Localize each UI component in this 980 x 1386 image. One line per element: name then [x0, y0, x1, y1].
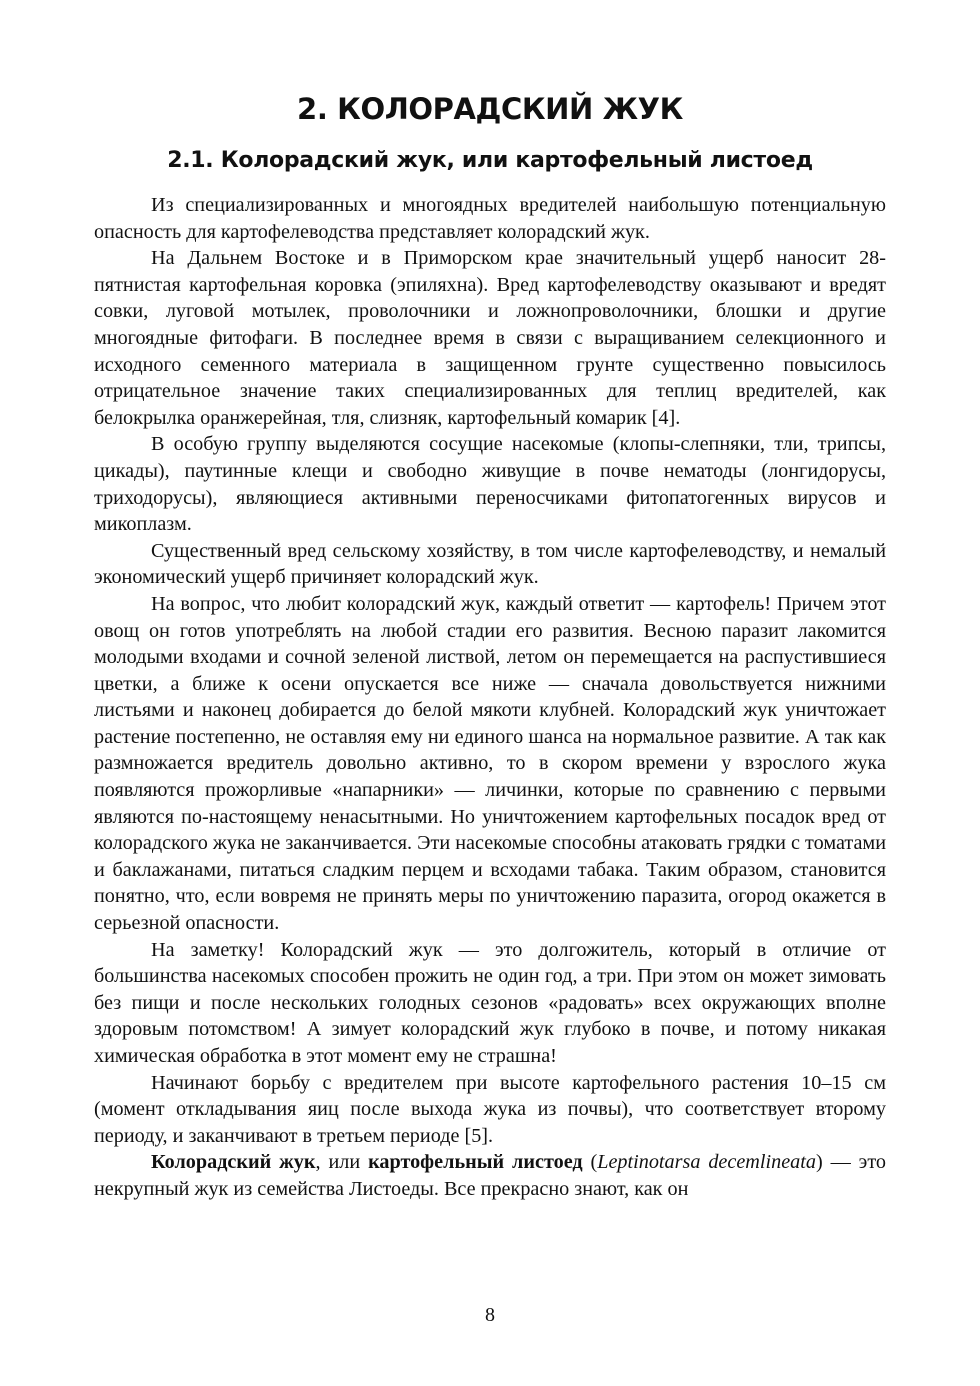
section-title: 2.1. Колорадский жук, или картофельный листоед — [167, 148, 813, 173]
paragraph-final — [94, 1149, 886, 1202]
text-run: ) — это некрупный жук из семейства Листоеды. Все прекрасно знают, как он — [94, 1151, 886, 1200]
latin-name: Leptinotarsa decemlineata — [597, 1151, 816, 1174]
paragraph: Из специализированных и многоядных вредителей наибольшую потенциальную опасность для картофелеводства представляет колорадский жук. — [94, 194, 886, 243]
text-run: ( — [582, 1151, 598, 1174]
chapter-title: 2. КОЛОРАДСКИЙ ЖУК — [297, 92, 683, 126]
bold-term: Колорадский жук — [151, 1151, 316, 1174]
body-text — [94, 192, 886, 1203]
paragraph: На вопрос, что любит колорадский жук, каждый ответит — картофель! Причем этот овощ он готов употреблять на любой стадии его развития. Весною паразит лакомится молодыми входами и сочной зеленой листвой, летом он перемещается на распустившиеся цветки, а ближе к осени опускается все ниже — сначала довольствуется нижними листьями и наконец добирается до белой мякоти клубней. Колорадский жук уничтожает растение постепенно, не оставляя ему ни единого шанса на нормальное развитие. А так как размножается вредитель довольно активно, то в скором времени у взрослого жука появляются прожорливые «напарники» — личинки, которые по сравнению с первыми являются по-настоящему ненасытными. Но уничтожением картофельных посадок вред от колорадского жука не заканчивается. Эти насекомые способны атаковать грядки с томатами и баклажанами, питаться сладким перцем и всходами табака. Таким образом, становится понятно, что, если вовремя не принять меры по уничтожению паразита, огород окажется в серьезной опасности. — [94, 592, 886, 935]
paragraph: Начинают борьбу с вредителем при высоте картофельного растения 10–15 см (момент откладывания яиц после выхода жука из почвы), что соответствует второму периоду, и заканчивают в третьем периоде [5]. — [94, 1071, 886, 1147]
bold-term: картофельный листоед — [368, 1151, 583, 1174]
paragraph: На Дальнем Востоке и в Приморском крае значительный ущерб наносит 28-пятнистая картофельная коровка (эпиляхна). Вред картофелеводству оказывают и вредят совки, луговой мотылек, проволочники и ложнопроволочники, блошки и другие многоядные фитофаги. В последнее время в связи с выращиванием селекционного и исходного семенного материала в защищенном грунте существенно повысилось отрицательное значение таких специализированных для теплиц вредителей, как белокрылка оранжерейная, тля, слизняк, картофельный комарик [4]. — [94, 247, 886, 429]
page-number: 8 — [485, 1304, 495, 1326]
text-run: , или — [315, 1151, 369, 1174]
paragraph: На заметку! Колорадский жук — это долгожитель, который в отличие от большинства насекомых способен прожить не один год, а три. При этом он может зимовать без пищи и после нескольких голодных сезонов «радовать» всех окружающих вполне здоровым потомством! А зимует колорадский жук глубоко в почве, и потому никакая химическая обработка в этот момент ему не страшна! — [94, 938, 886, 1067]
paragraph: Существенный вред сельскому хозяйству, в том числе картофелеводству, и немалый экономический ущерб причиняет колорадский жук. — [94, 539, 886, 589]
paragraph: В особую группу выделяются сосущие насекомые (клопы-слепняки, тли, трипсы, цикады), паутинные клещи и свободно живущие в почве нематоды (лонгидорусы, триходорусы), являющиеся активными переносчиками фитопатогенных вирусов и микоплазм. — [94, 433, 886, 536]
